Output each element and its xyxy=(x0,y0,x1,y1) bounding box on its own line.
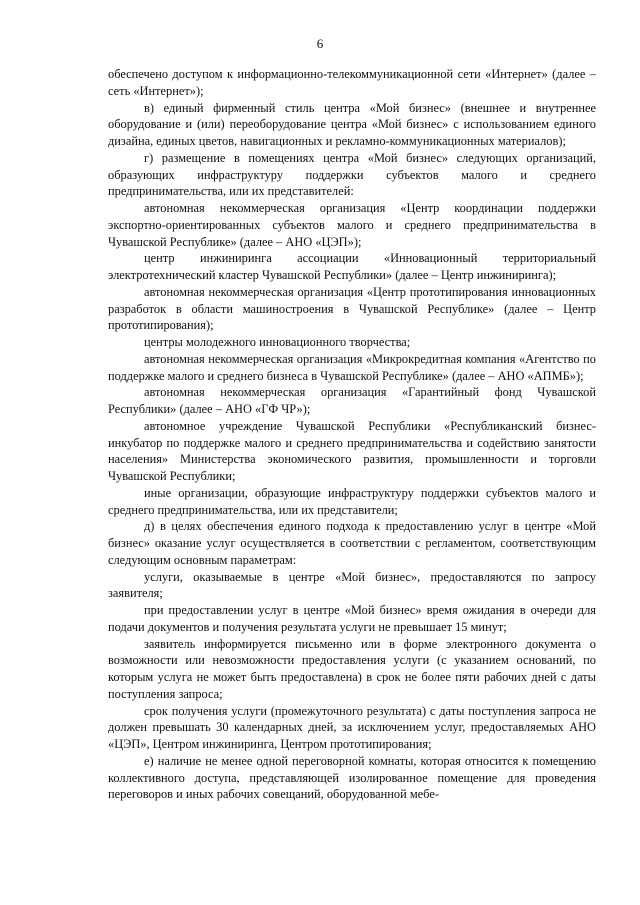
paragraph-youth-centers: центры молодежного инновационного творчества; xyxy=(144,335,411,349)
paragraph-business-incubator: автономное учреждение Чувашской Республики «Республиканский бизнес-инкубатор по поддержке малого и среднего предпринимательства и содействию занятости населения» Министерства экономического развития, промышленности и торговли Чувашской Республики; xyxy=(108,418,596,483)
paragraph-item-g-organizations: г) размещение в помещениях центра «Мой бизнес» следующих организаций, образующих инфраструктуру поддержки субъектов малого и среднего предпринимательства, или их представителей: xyxy=(108,150,596,199)
document-body xyxy=(108,66,596,803)
paragraph-item-d-regulation: д) в целях обеспечения единого подхода к предоставлению услуг в центре «Мой бизнес» оказание услуг осуществляется в соответствии с регламентом, соответствующим следующим основным параметрам: xyxy=(108,519,596,567)
paragraph-item-e-meeting-room: е) наличие не менее одной переговорной комнаты, которая относится к помещению коллективного доступа, представляющей изолированное помещение для проведения переговоров и иных рабочих совещаний, оборудованной мебе- xyxy=(108,753,596,802)
paragraph-ano-apmb: автономная некоммерческая организация «Микрокредитная компания «Агентство по поддержке малого и среднего бизнеса в Чувашской Республике» (далее – АНО «АПМБ»); xyxy=(108,351,596,383)
paragraph-other-organizations: иные организации, образующие инфраструктуру поддержки субъектов малого и среднего предпринимательства, или их представители; xyxy=(108,485,596,517)
paragraph-services-on-request: услуги, оказываемые в центре «Мой бизнес», предоставляются по запросу заявителя; xyxy=(108,569,596,601)
paragraph-internet-continuation: обеспечено доступом к информационно-телекоммуникационной сети «Интернет» (далее – сеть «Интернет»); xyxy=(108,67,596,98)
paragraph-service-term: срок получения услуги (промежуточного результата) с даты поступления запроса не должен превышать 30 календарных дней, за исключением услуг, предоставляемых АНО «ЦЭП», Центром инжиниринга, Центром прототипирования; xyxy=(108,703,596,751)
paragraph-applicant-informed: заявитель информируется письменно или в форме электронного документа о возможности или невозможности предоставления услуги (с указанием оснований, по которым услуга не может быть предоставлена) в срок не более пяти рабочих дней с даты поступления запроса; xyxy=(108,636,596,701)
paragraph-waiting-time: при предоставлении услуг в центре «Мой бизнес» время ожидания в очереди для подачи документов и получения результата услуги не превышает 15 минут; xyxy=(108,603,596,634)
page-number: 6 xyxy=(316,36,324,51)
paragraph-item-v-corporate-style: в) единый фирменный стиль центра «Мой бизнес» (внешнее и внутреннее оборудование и (или) переоборудование центра «Мой бизнес» с использованием единого дизайна, единых цветов, навигационных и рекламно-коммуникационных материалов); xyxy=(108,100,596,148)
paragraph-engineering-center: центр инжиниринга ассоциации «Инновационный территориальный электротехнический кластер Чувашской Республики» (далее – Центр инжиниринга); xyxy=(108,251,596,282)
paragraph-ano-gf-chr: автономная некоммерческая организация «Гарантийный фонд Чувашской Республики» (далее – АНО «ГФ ЧР»); xyxy=(108,385,596,416)
paragraph-ano-cep: автономная некоммерческая организация «Центр координации поддержки экспортно-ориентированных субъектов малого и среднего предпринимательства в Чувашской Республике» (далее – АНО «ЦЭП»); xyxy=(108,201,596,249)
paragraph-prototyping-center: автономная некоммерческая организация «Центр прототипирования инновационных разработок в области машиностроения в Чувашской Республике» (далее – Центр прототипирования); xyxy=(108,284,596,333)
